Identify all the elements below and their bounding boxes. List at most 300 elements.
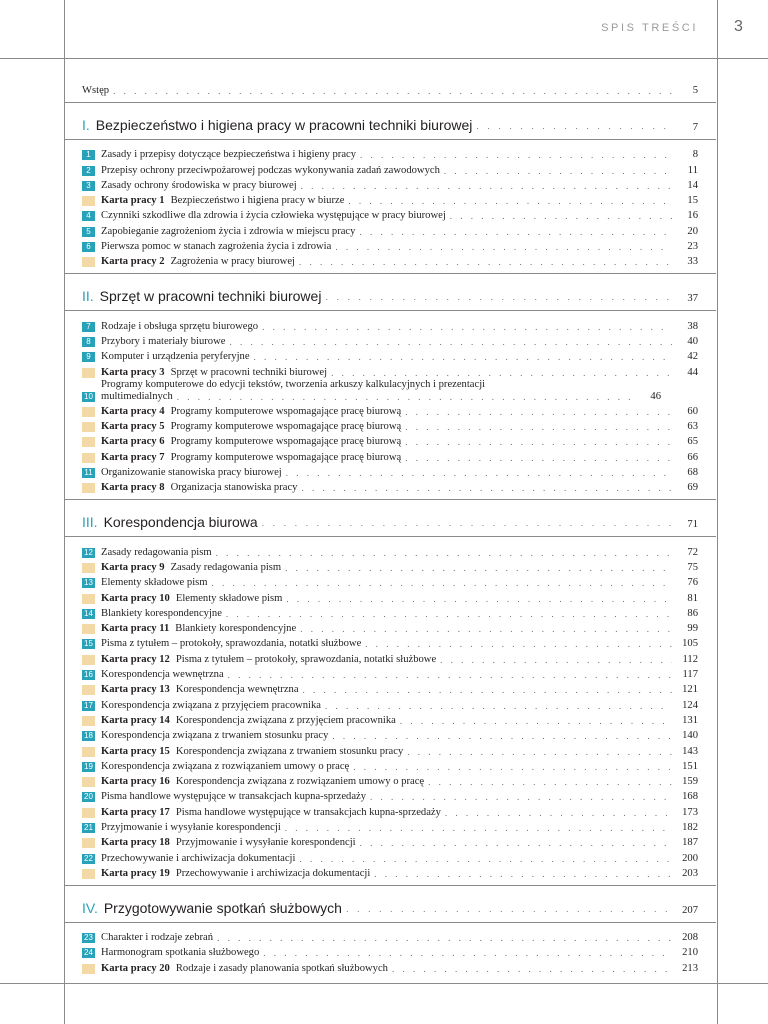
worksheet-label: Karta pracy 3	[101, 366, 165, 378]
leader-dots	[359, 226, 672, 238]
leader-dots	[353, 761, 672, 773]
toc-entry-page: 44	[687, 366, 698, 378]
toc-entry-label	[101, 406, 401, 418]
toc-entry-title: Elementy składowe pism	[175, 592, 283, 604]
toc-entry-page: 16	[687, 210, 698, 222]
section-title: Przygotowywanie spotkań służbowych	[103, 899, 342, 916]
leader-dots	[476, 121, 672, 131]
toc-entry-label	[101, 336, 225, 348]
toc-entry-label	[101, 577, 208, 589]
toc-entry-page: 208	[682, 932, 698, 944]
section-number: IV.	[82, 899, 98, 916]
leader-dots	[286, 467, 672, 479]
chapter-number-badge: 13	[82, 578, 95, 588]
toc-entry-page: 143	[682, 745, 698, 757]
leader-dots	[228, 669, 672, 681]
toc-entry-chapter[interactable]	[82, 161, 698, 176]
toc-entry-page: 72	[687, 546, 698, 558]
chapter-number-badge: 22	[82, 854, 95, 864]
chapter-number-badge: 9	[82, 352, 95, 362]
section-title: Bezpieczeństwo i higiena pracy w pracowni techniki biurowej	[95, 117, 473, 133]
toc-entry-chapter[interactable]	[82, 348, 698, 363]
toc-entry-title: Programy komputerowe wspomagające pracę biurową	[170, 436, 402, 448]
toc-entry-label	[101, 226, 355, 238]
toc-entry-title: Przyjmowanie i wysyłanie korespondencji	[175, 837, 356, 849]
toc-entry-label	[101, 684, 299, 696]
leader-dots	[332, 730, 672, 742]
section-page: 207	[682, 904, 698, 916]
toc-entry-label	[101, 746, 403, 758]
toc-entry-worksheet[interactable]	[82, 363, 698, 378]
toc-entry-title: Charakter i rodzaje zebrań	[101, 932, 214, 944]
chapter-number-badge: 21	[82, 823, 95, 833]
toc-entry-title: Zapobieganie zagrożeniom życia i zdrowia w miejscu pracy	[101, 225, 356, 237]
toc-entry-page: 15	[687, 195, 698, 207]
chapter-number-badge: 11	[82, 468, 95, 478]
toc-entry-chapter[interactable]	[82, 207, 698, 222]
toc-entry-label	[101, 963, 388, 975]
worksheet-label: Karta pracy 16	[101, 776, 170, 788]
toc-entry-chapter[interactable]	[82, 727, 698, 742]
toc-entry-worksheet[interactable]	[82, 650, 698, 665]
toc-entry-worksheet[interactable]	[82, 403, 698, 418]
worksheet-label: Karta pracy 20	[101, 962, 170, 974]
chapter-number-badge: 20	[82, 792, 95, 802]
toc-entry-label	[101, 700, 321, 712]
toc-entry-page: 60	[687, 405, 698, 417]
worksheet-label: Karta pracy 4	[101, 405, 165, 417]
header-rule	[0, 58, 768, 59]
toc-entry-label	[101, 947, 259, 959]
toc-entry-title: Pisma handlowe występujące w transakcjach kupna-sprzedaży	[101, 791, 367, 803]
toc-entry-label	[101, 210, 446, 222]
leader-dots	[405, 436, 672, 448]
toc-entry-chapter[interactable]	[82, 849, 698, 864]
toc-entry-label	[101, 730, 328, 742]
chapter-number-badge: 5	[82, 227, 95, 237]
toc-entry-title: Pisma z tytułem – protokoły, sprawozdania, notatki służbowe	[101, 638, 362, 650]
toc-entry-worksheet[interactable]	[82, 433, 698, 448]
worksheet-marker-icon	[82, 483, 95, 493]
section-heading[interactable]	[82, 500, 698, 530]
toc-entry-label	[101, 623, 296, 635]
toc-entry-title: Przyjmowanie i wysyłanie korespondencji	[101, 821, 281, 833]
toc-entry-intro[interactable]	[82, 79, 698, 97]
chapter-number-badge: 14	[82, 609, 95, 619]
toc-entry-label	[101, 868, 370, 880]
toc-entry-label	[101, 932, 213, 944]
toc-entry-page: 121	[682, 684, 698, 696]
toc-entry-worksheet[interactable]	[82, 834, 698, 849]
toc-entry-label	[101, 654, 436, 666]
toc-entry-page: 203	[682, 867, 698, 879]
toc-entry-worksheet[interactable]	[82, 773, 698, 788]
leader-dots	[216, 547, 672, 559]
chapter-number-badge: 2	[82, 166, 95, 176]
toc-entry-worksheet[interactable]	[82, 418, 698, 433]
worksheet-label: Karta pracy 8	[101, 482, 165, 494]
section-page: 37	[687, 293, 698, 305]
toc-entry-page: 68	[687, 467, 698, 479]
toc-entry-label	[101, 638, 361, 650]
worksheet-marker-icon	[82, 594, 95, 604]
leader-dots	[254, 351, 672, 363]
toc-entry-chapter[interactable]	[82, 788, 698, 803]
toc-entry-label	[101, 256, 295, 268]
worksheet-marker-icon	[82, 196, 95, 206]
toc-entry-title: Korespondencja związana z trwaniem stosunku pracy	[175, 745, 404, 757]
toc-entry-label	[101, 776, 424, 788]
toc-entry-chapter[interactable]	[82, 333, 698, 348]
worksheet-label: Karta pracy 14	[101, 714, 170, 726]
chapter-number-badge: 15	[82, 639, 95, 649]
toc-entry-page: 33	[687, 256, 698, 268]
toc-entry-title: Korespondencja związana z rozwiązaniem umowy o pracę	[175, 776, 425, 788]
toc-entry-page: 38	[687, 320, 698, 332]
leader-dots	[212, 577, 672, 589]
worksheet-label: Karta pracy 19	[101, 867, 170, 879]
toc-entry-label	[101, 715, 396, 727]
toc-entry-title: Pisma handlowe występujące w transakcjach kupna-sprzedaży	[175, 806, 441, 818]
toc-entry-label	[101, 837, 356, 849]
toc-entry-title: Pisma z tytułem – protokoły, sprawozdania, notatki służbowe	[175, 653, 437, 665]
leader-dots	[440, 654, 672, 666]
leader-dots	[217, 932, 672, 944]
toc-entry-label	[101, 807, 441, 819]
worksheet-label: Karta pracy 17	[101, 806, 170, 818]
chapter-number-badge: 18	[82, 731, 95, 741]
toc-entry-title: Blankiety korespondencyjne	[101, 607, 222, 619]
toc-entry-page: 69	[687, 482, 698, 494]
toc-entry-page: 14	[687, 179, 698, 191]
toc-entry-label	[101, 452, 401, 464]
leader-dots	[407, 746, 672, 758]
section-title: Sprzęt w pracowni techniki biurowej	[99, 288, 322, 305]
worksheet-marker-icon	[82, 685, 95, 695]
leader-dots	[444, 165, 672, 177]
toc-entry-worksheet[interactable]	[82, 448, 698, 463]
toc-entry-title: Organizacja stanowiska pracy	[170, 482, 298, 494]
worksheet-marker-icon	[82, 869, 95, 879]
leader-dots	[392, 963, 672, 975]
toc-entry-title: Przybory i materiały biurowe	[101, 335, 226, 347]
toc-entry-label	[101, 608, 222, 620]
toc-entry-title: Korespondencja wewnętrzna	[175, 684, 299, 696]
toc-entry-chapter[interactable]	[82, 635, 698, 650]
leader-dots	[301, 482, 672, 494]
worksheet-marker-icon	[82, 453, 95, 463]
leader-dots	[374, 868, 672, 880]
leader-dots	[405, 452, 672, 464]
toc-entry-label	[101, 180, 297, 192]
toc-entry-page: 187	[682, 837, 698, 849]
worksheet-marker-icon	[82, 838, 95, 848]
worksheet-marker-icon	[82, 655, 95, 665]
toc-entry-worksheet[interactable]	[82, 803, 698, 818]
leader-dots	[299, 853, 672, 865]
toc-entry-chapter[interactable]	[82, 605, 698, 620]
toc-entry-label	[101, 321, 258, 333]
leader-dots	[285, 822, 672, 834]
toc-entry-chapter[interactable]	[82, 317, 698, 332]
leader-dots	[226, 608, 672, 620]
worksheet-marker-icon	[82, 422, 95, 432]
toc-entry-label	[101, 482, 297, 494]
toc-entry-label	[101, 195, 344, 207]
worksheet-label: Karta pracy 10	[101, 592, 170, 604]
leader-dots	[229, 336, 672, 348]
toc-entry-page: 140	[682, 730, 698, 742]
leader-dots	[360, 149, 672, 161]
section-heading[interactable]	[82, 274, 698, 304]
toc-entry-worksheet[interactable]	[82, 253, 698, 268]
table-of-contents	[82, 79, 698, 980]
toc-entry-page: 46	[650, 390, 661, 402]
toc-entry-worksheet[interactable]	[82, 959, 698, 974]
toc-entry-page: 151	[682, 760, 698, 772]
leader-dots	[405, 406, 672, 418]
toc-entry-title: Czynniki szkodliwe dla zdrowia i życia człowieka występujące w pracy biurowej	[101, 210, 446, 222]
leader-dots	[335, 241, 672, 253]
toc-entry-page: 200	[682, 852, 698, 864]
toc-entry-title: Korespondencja związana z trwaniem stosunku pracy	[101, 730, 329, 742]
chapter-number-badge: 17	[82, 701, 95, 711]
worksheet-label: Karta pracy 5	[101, 421, 165, 433]
chapter-number-badge: 16	[82, 670, 95, 680]
toc-entry-page: 213	[682, 962, 698, 974]
toc-entry-page: 42	[687, 351, 698, 363]
toc-entry-label	[101, 165, 440, 177]
leader-dots	[346, 904, 672, 914]
worksheet-marker-icon	[82, 808, 95, 818]
toc-entry-label	[101, 562, 281, 574]
worksheet-marker-icon	[82, 407, 95, 417]
left-margin-rule	[64, 0, 65, 1024]
toc-entry-page: 65	[687, 436, 698, 448]
chapter-number-badge: 3	[82, 181, 95, 191]
toc-entry-label	[101, 791, 366, 803]
leader-dots	[405, 421, 672, 433]
toc-entry-chapter[interactable]	[82, 574, 698, 589]
toc-entry-title: Bezpieczeństwo i higiena pracy w biurze	[170, 195, 345, 207]
toc-entry-label	[101, 467, 282, 479]
chapter-number-badge: 7	[82, 322, 95, 332]
toc-entry-title: Zagrożenia w pracy biurowej	[170, 256, 295, 268]
running-header-title: SPIS TREŚCI	[601, 22, 698, 34]
footer-rule	[0, 983, 768, 984]
toc-entry-label	[101, 367, 327, 379]
toc-entry-label-line2: multimedialnych	[101, 390, 173, 402]
leader-dots	[177, 391, 635, 403]
worksheet-marker-icon	[82, 747, 95, 757]
toc-entry-label	[101, 379, 661, 403]
toc-entry-title: Zasady redagowania pism	[170, 561, 282, 573]
toc-entry-worksheet[interactable]	[82, 681, 698, 696]
worksheet-marker-icon	[82, 716, 95, 726]
toc-entry-worksheet[interactable]	[82, 559, 698, 574]
toc-entry-page: 76	[687, 577, 698, 589]
leader-dots	[365, 638, 672, 650]
toc-entry-label	[101, 547, 212, 559]
toc-entry-page: 124	[682, 699, 698, 711]
section-heading[interactable]	[82, 103, 698, 133]
toc-entry-title: Programy komputerowe wspomagające pracę biurową	[170, 405, 402, 417]
toc-entry-label	[101, 351, 250, 363]
toc-entry-chapter[interactable]	[82, 696, 698, 711]
toc-entry-page: 182	[682, 821, 698, 833]
toc-entry-label-line2-wrap	[101, 391, 661, 403]
toc-entry-worksheet[interactable]	[82, 742, 698, 757]
toc-entry-page: 112	[682, 653, 698, 665]
toc-entry-label	[101, 822, 281, 834]
leader-dots	[113, 85, 672, 97]
toc-sections	[82, 97, 698, 980]
toc-entry-page: 168	[682, 791, 698, 803]
worksheet-marker-icon	[82, 624, 95, 634]
section-spacer	[82, 975, 698, 980]
leader-dots	[428, 776, 672, 788]
leader-dots	[299, 256, 672, 268]
toc-entry-title: Programy komputerowe wspomagające pracę biurową	[170, 451, 402, 463]
leader-dots	[262, 518, 672, 528]
worksheet-label: Karta pracy 15	[101, 745, 170, 757]
toc-entry-label: Wstęp	[82, 85, 110, 96]
toc-entry-chapter[interactable]	[82, 222, 698, 237]
worksheet-label: Karta pracy 11	[101, 623, 170, 635]
toc-entry-label	[101, 669, 224, 681]
worksheet-label: Karta pracy 6	[101, 436, 165, 448]
toc-entry-title: Blankiety korespondencyjne	[175, 623, 297, 635]
toc-entry-page: 63	[687, 421, 698, 433]
toc-entry-title: Komputer i urządzenia peryferyjne	[101, 351, 250, 363]
toc-entry-title: Rodzaje i zasady planowania spotkań służbowych	[175, 962, 388, 974]
worksheet-marker-icon	[82, 777, 95, 787]
leader-dots	[262, 321, 672, 333]
toc-entry-title: Przechowywanie i archiwizacja dokumentacji	[101, 852, 296, 864]
toc-entry-label-line1: Programy komputerowe do edycji tekstów, tworzenia arkuszy kalkulacyjnych i prezentacji	[101, 378, 486, 390]
worksheet-label: Karta pracy 12	[101, 653, 170, 665]
toc-entry-chapter[interactable]	[82, 819, 698, 834]
toc-entry-page: 23	[687, 241, 698, 253]
worksheet-marker-icon	[82, 437, 95, 447]
toc-entry-label	[101, 853, 295, 865]
leader-dots	[400, 715, 672, 727]
toc-entry-title: Programy komputerowe wspomagające pracę biurową	[170, 421, 402, 433]
toc-entry-page: 66	[687, 451, 698, 463]
toc-entry-worksheet[interactable]	[82, 192, 698, 207]
toc-entry-title: Korespondencja związana z przyjęciem pracownika	[101, 699, 322, 711]
section-number: III.	[82, 514, 98, 531]
worksheet-label: Karta pracy 7	[101, 451, 165, 463]
toc-entry-worksheet[interactable]	[82, 620, 698, 635]
toc-entry-worksheet[interactable]	[82, 865, 698, 880]
toc-entry-title: Korespondencja związana z rozwiązaniem umowy o pracę	[101, 760, 350, 772]
toc-entry-label	[101, 149, 356, 161]
leader-dots	[301, 180, 672, 192]
toc-entry-page: 86	[687, 607, 698, 619]
toc-entry-worksheet[interactable]	[82, 479, 698, 494]
toc-entry-label	[101, 421, 401, 433]
worksheet-marker-icon	[82, 964, 95, 974]
toc-entry-page: 131	[682, 714, 698, 726]
chapter-number-badge: 10	[82, 392, 95, 402]
toc-entry-page: 8	[692, 149, 698, 161]
section-heading[interactable]	[82, 886, 698, 916]
worksheet-marker-icon	[82, 368, 95, 378]
toc-entry-page: 20	[687, 225, 698, 237]
toc-entry-label	[101, 761, 349, 773]
leader-dots	[445, 807, 672, 819]
toc-entry-page: 5	[692, 85, 698, 96]
toc-entry-title: Organizowanie stanowiska pracy biurowej	[101, 467, 282, 479]
toc-entry-worksheet[interactable]	[82, 589, 698, 604]
toc-entry-worksheet[interactable]	[82, 712, 698, 727]
leader-dots	[370, 791, 672, 803]
worksheet-label: Karta pracy 18	[101, 837, 170, 849]
toc-entry-label	[101, 593, 282, 605]
section-page: 7	[692, 122, 698, 133]
toc-entry-title: Elementy składowe pism	[101, 577, 208, 589]
toc-entry-label	[101, 436, 401, 448]
leader-dots	[348, 195, 672, 207]
leader-dots	[325, 700, 672, 712]
toc-entry-chapter[interactable]	[82, 666, 698, 681]
toc-entry-chapter[interactable]	[82, 146, 698, 161]
chapter-number-badge: 19	[82, 762, 95, 772]
toc-entry-title: Przechowywanie i archiwizacja dokumentacji	[175, 867, 371, 879]
worksheet-marker-icon	[82, 257, 95, 267]
toc-entry-title: Zasady ochrony środowiska w pracy biurowej	[101, 179, 297, 191]
worksheet-label: Karta pracy 9	[101, 561, 165, 573]
toc-entry-page: 40	[687, 335, 698, 347]
chapter-number-badge: 23	[82, 933, 95, 943]
toc-entry-chapter[interactable]	[82, 929, 698, 944]
toc-entry-chapter[interactable]	[82, 543, 698, 558]
toc-entry-chapter[interactable]	[82, 238, 698, 253]
right-margin-rule	[717, 0, 718, 1024]
toc-entry-chapter[interactable]	[82, 379, 698, 403]
toc-entry-chapter[interactable]	[82, 944, 698, 959]
toc-entry-page: 105	[682, 638, 698, 650]
toc-entry-page: 75	[687, 561, 698, 573]
chapter-number-badge: 12	[82, 548, 95, 558]
section-title: Korespondencja biurowa	[103, 514, 258, 531]
toc-entry-title: Harmonogram spotkania służbowego	[101, 947, 260, 959]
toc-entry-chapter[interactable]	[82, 177, 698, 192]
toc-entry-chapter[interactable]	[82, 758, 698, 773]
toc-entry-title: Pierwsza pomoc w stanach zagrożenia życia i zdrowia	[101, 241, 332, 253]
chapter-number-badge: 1	[82, 150, 95, 160]
section-page: 71	[687, 519, 698, 531]
toc-entry-page: 99	[687, 623, 698, 635]
toc-entry-title: Sprzęt w pracowni techniki biurowej	[170, 366, 328, 378]
toc-entry-page: 173	[682, 806, 698, 818]
toc-entry-chapter[interactable]	[82, 464, 698, 479]
toc-entry-label	[101, 241, 331, 253]
chapter-number-badge: 8	[82, 337, 95, 347]
leader-dots	[286, 593, 672, 605]
worksheet-marker-icon	[82, 563, 95, 573]
toc-entry-title: Korespondencja związana z przyjęciem pracownika	[175, 714, 396, 726]
leader-dots	[303, 684, 672, 696]
worksheet-label: Karta pracy 2	[101, 256, 165, 268]
toc-entry-page: 159	[682, 776, 698, 788]
toc-entry-page: 210	[682, 947, 698, 959]
section-number: I.	[82, 117, 90, 133]
toc-entry-page: 81	[687, 592, 698, 604]
leader-dots	[285, 562, 672, 574]
leader-dots	[263, 947, 672, 959]
